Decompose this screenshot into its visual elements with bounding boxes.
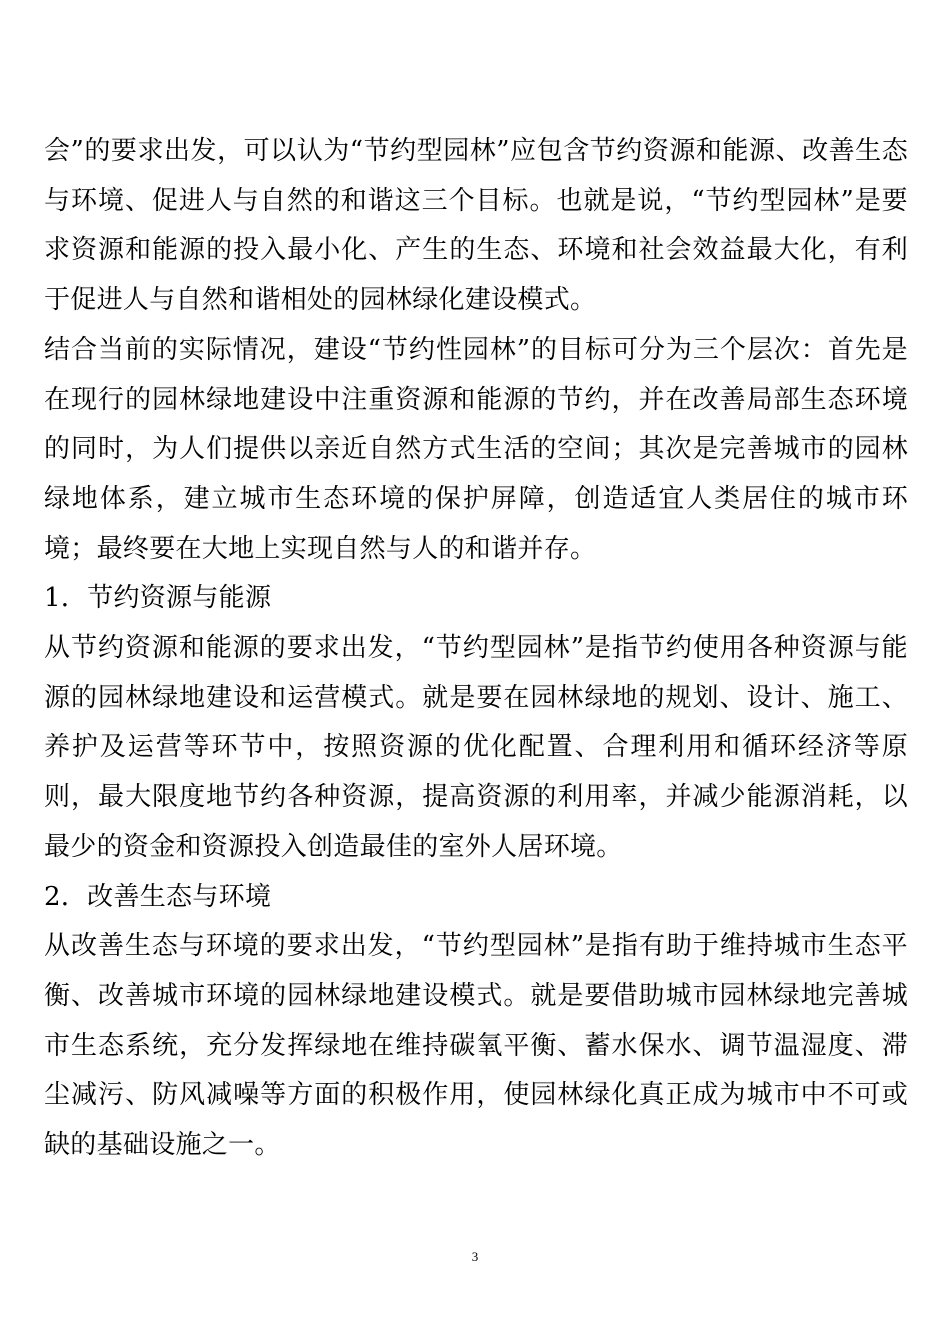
paragraph-levels: 结合当前的实际情况，建设“节约性园林”的目标可分为三个层次：首先是在现行的园林绿地建设中注重资源和能源的节约，并在改善局部生态环境的同时，为人们提供以亲近自然方式生活的空间；其次是完善城市的园林绿地体系，建立城市生态环境的保护屏障，创造适宜人类居住的城市环境；最终要在大地上实现自然与人的和谐并存。 <box>44 334 908 564</box>
section-heading-resources: 1．节约资源与能源 <box>44 583 272 614</box>
paragraph-goals: 会”的要求出发，可以认为“节约型园林”应包含节约资源和能源、改善生态与环境、促进人与自然的和谐这三个目标。也就是说，“节约型园林”是要求资源和能源的投入最小化、产生的生态、环境和社会效益最大化，有利于促进人与自然和谐相处的园林绿化建设模式。 <box>44 136 908 316</box>
page-number: 3 <box>471 1249 479 1264</box>
paragraph-resources: 从节约资源和能源的要求出发，“节约型园林”是指节约使用各种资源与能源的园林绿地建设和运营模式。就是要在园林绿地的规划、设计、施工、养护及运营等环节中，按照资源的优化配置、合理利用和循环经济等原则，最大限度地节约各种资源，提高资源的利用率，并减少能源消耗，以最少的资金和资源投入创造最佳的室外人居环境。 <box>44 633 908 862</box>
section-heading-ecology: 2．改善生态与环境 <box>44 881 272 912</box>
paragraph-ecology: 从改善生态与环境的要求出发，“节约型园林”是指有助于维持城市生态平衡、改善城市环境的园林绿地建设模式。就是要借助城市园林绿地完善城市生态系统，充分发挥绿地在维持碳氧平衡、蓄水保水、调节温湿度、滞尘减污、防风减噪等方面的积极作用，使园林绿化真正成为城市中不可或缺的基础设施之一。 <box>44 931 908 1161</box>
document-page <box>44 127 908 1171</box>
